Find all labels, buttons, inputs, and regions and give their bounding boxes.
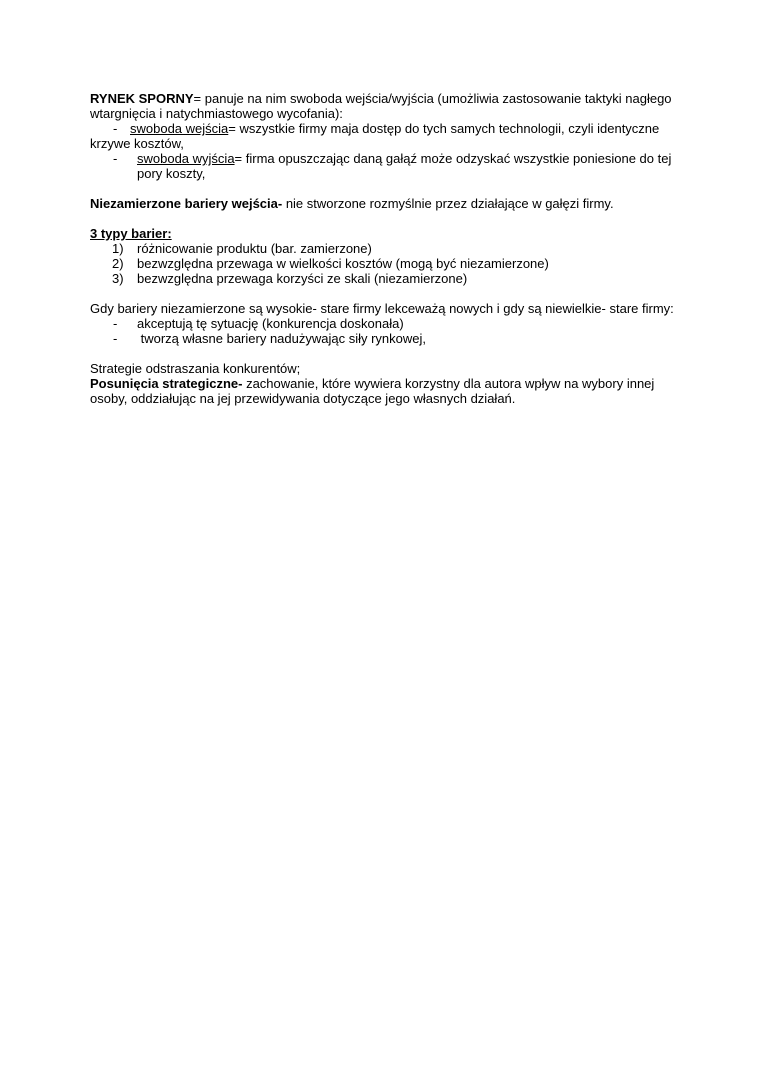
niezamierzone-bariery-definition xyxy=(90,196,680,211)
bullet-marker: - xyxy=(113,151,118,166)
list-item-text: różnicowanie produktu (bar. zamierzone) xyxy=(137,241,372,256)
niezamierzone-bariery-text: nie stworzone rozmyślnie przez działające w gałęzi firmy. xyxy=(282,196,614,211)
rynek-sporny-term: RYNEK SPORNY xyxy=(90,91,194,106)
niezamierzone-bariery-term: Niezamierzone bariery wejścia- xyxy=(90,196,283,211)
typy-barier-heading: 3 typy barier: xyxy=(90,226,172,241)
list-item xyxy=(90,241,680,256)
strategie-line: Strategie odstraszania konkurentów; xyxy=(90,361,301,376)
list-number: 2) xyxy=(112,256,124,271)
swoboda-wejscia-text: = wszystkie firmy maja dostęp do tych samych technologii, czyli identyczne xyxy=(228,121,660,136)
bullet-marker: - xyxy=(113,316,118,331)
swoboda-wyjscia-continuation: pory koszty, xyxy=(137,166,206,181)
bullet-marker: - xyxy=(113,121,118,136)
list-item xyxy=(90,331,680,346)
rynek-sporny-definition xyxy=(90,91,680,121)
document-body xyxy=(90,91,680,406)
list-item xyxy=(90,151,680,166)
list-item-text: bezwzględna przewaga w wielkości kosztów (mogą być niezamierzone) xyxy=(137,256,549,271)
list-item xyxy=(90,121,680,136)
posuniecia-definition xyxy=(90,376,680,391)
swoboda-wyjscia-text: = firma opuszczając daną gałąź może odzyskać wszystkie poniesione do tej xyxy=(234,151,672,166)
list-item-text: bezwzględna przewaga korzyści ze skali (niezamierzone) xyxy=(137,271,468,286)
list-item-text: tworzą własne bariery nadużywając siły rynkowej, xyxy=(137,331,427,346)
list-number: 3) xyxy=(112,271,124,286)
bullet-marker: - xyxy=(113,331,118,346)
posuniecia-term: Posunięcia strategiczne- xyxy=(90,376,243,391)
swoboda-wejscia-term: swoboda wejścia xyxy=(130,121,229,136)
swoboda-wejscia-continuation: krzywe kosztów, xyxy=(90,136,184,151)
list-item xyxy=(90,256,680,271)
list-item xyxy=(90,271,680,286)
bariery-intro: Gdy bariery niezamierzone są wysokie- stare firmy lekceważą nowych i gdy są niewielkie- stare firmy: xyxy=(90,301,674,316)
swoboda-wyjscia-term: swoboda wyjścia xyxy=(137,151,235,166)
list-item-text: akceptują tę sytuację (konkurencja doskonała) xyxy=(137,316,404,331)
list-number: 1) xyxy=(112,241,124,256)
list-item xyxy=(90,316,680,331)
rynek-sporny-text: = panuje na nim swoboda wejścia/wyjścia (umożliwia zastosowanie taktyki nagłego wtargnięcia i natychmiastowego wycofania): xyxy=(90,91,672,121)
posuniecia-text: zachowanie, które wywiera korzystny dla autora wpływ na wybory innej xyxy=(242,376,655,391)
posuniecia-continuation: osoby, oddziałując na jej przewidywania dotyczące jego własnych działań. xyxy=(90,391,516,406)
